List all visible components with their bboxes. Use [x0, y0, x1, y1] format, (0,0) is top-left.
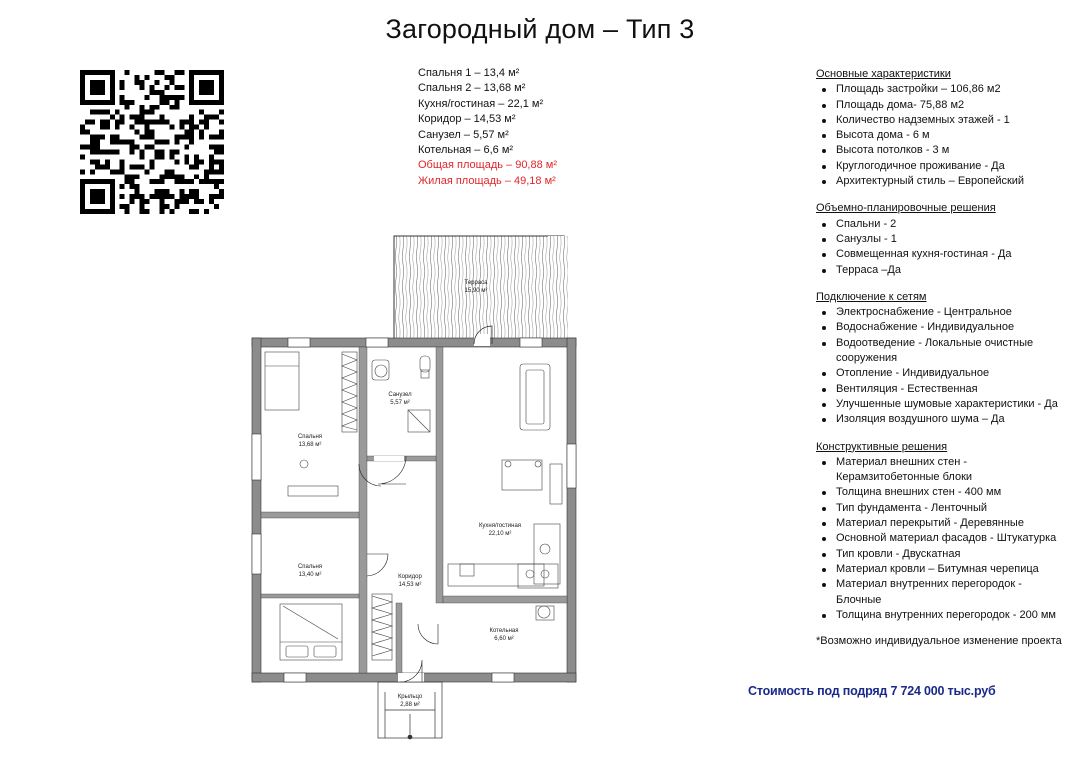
section-list — [816, 217, 1066, 278]
spec-item: Площадь дома- 75,88 м2 — [816, 98, 1066, 113]
area-item: Кухня/гостиная – 22,1 м² — [418, 97, 544, 110]
spec-item: Высота дома - 6 м — [816, 128, 1066, 143]
label-kitchen: Кухня/гостиная — [478, 523, 522, 529]
spec-item: Материал внешних стен - Керамзитобетонные блоки — [816, 455, 1066, 486]
floor-plan — [248, 234, 588, 744]
page-title: Загородный дом – Тип 3 — [385, 14, 695, 44]
spec-item: Совмещенная кухня-гостиная - Да — [816, 247, 1066, 262]
area-item: Коридор – 14,53 м² — [418, 113, 516, 126]
area-item: Спальня 1 – 13,4 м² — [418, 67, 520, 79]
spec-item: Тип кровли - Двускатная — [816, 547, 1066, 562]
spec-item: Терраса –Да — [816, 263, 1066, 278]
interior-walls — [261, 347, 567, 673]
label-terrace: Терраса — [464, 280, 488, 286]
price-label: Стоимость под подряд 7 724 000 тыс.руб — [748, 684, 996, 698]
furniture — [265, 352, 562, 660]
spec-item: Отопление - Индивидуальное — [816, 366, 1066, 381]
spec-item: Водоснабжение - Индивидуальное — [816, 320, 1066, 335]
spec-item: Материал перекрытий - Деревянные — [816, 516, 1066, 531]
spec-item: Санузлы - 1 — [816, 232, 1066, 247]
section-title: Основные характеристики — [816, 68, 951, 80]
windows — [252, 338, 576, 682]
spec-item: Материал кровли – Битумная черепица — [816, 562, 1066, 577]
label-corridor: Коридор — [398, 574, 422, 580]
spec-item: Основной материал фасадов - Штукатурка — [816, 531, 1066, 546]
area-item: Жилая площадь – 49,18 м² — [418, 174, 556, 187]
spec-item: Изоляция воздушного шума – Да — [816, 412, 1066, 427]
spec-item: Высота потолков - 3 м — [816, 143, 1066, 158]
spec-item: Архитектурный стиль – Европейский — [816, 174, 1066, 189]
label-kitchen-area: 22,10 м² — [488, 531, 512, 537]
section-list — [816, 305, 1066, 427]
section-title: Конструктивные решения — [816, 440, 948, 453]
exterior-walls — [252, 338, 576, 682]
label-boiler-area: 6,60 м² — [494, 636, 514, 642]
section-title: Подключение к сетям — [816, 290, 927, 303]
label-porch: Крыльцо — [397, 694, 423, 700]
label-bedroom-a: Спальня — [297, 434, 323, 440]
label-corridor-area: 14,53 м² — [398, 582, 422, 588]
section-list — [816, 455, 1066, 623]
spec-item: Толщина внешних стен - 400 мм — [816, 485, 1066, 500]
porch — [378, 682, 442, 739]
spec-item: Круглогодичное проживание - Да — [816, 159, 1066, 174]
room-area-list — [418, 66, 557, 189]
spec-item: Количество надземных этажей - 1 — [816, 113, 1066, 128]
area-item: Общая площадь – 90,88 м² — [418, 159, 558, 172]
spec-item: Тип фундамента - Ленточный — [816, 501, 1066, 516]
spec-item: Площадь застройки – 106,86 м2 — [816, 82, 1066, 97]
qr-finder-top-right — [189, 70, 224, 105]
spec-item: Материал внутренних перегородок - Блочные — [816, 577, 1066, 608]
specifications — [816, 67, 1066, 649]
customization-note: *Возможно индивидуальное изменение проекта — [816, 635, 1062, 648]
section-title: Объемно-планировочные решения — [816, 202, 996, 215]
label-bathroom: Санузел — [388, 392, 412, 398]
label-terrace-area: 15,90 м² — [464, 288, 488, 294]
spec-item: Водоотведение - Локальные очистные сооружения — [816, 336, 1066, 367]
spec-item: Электроснабжение - Центральное — [816, 305, 1066, 320]
label-bedroom-b: Спальня — [297, 564, 323, 570]
label-bedroom-a-area: 13,68 м² — [298, 442, 322, 448]
label-bathroom-area: 5,57 м² — [390, 400, 410, 406]
label-porch-area: 2,88 м² — [400, 702, 420, 708]
area-item: Котельная – 6,6 м² — [418, 144, 514, 157]
area-item: Санузел – 5,57 м² — [418, 128, 509, 141]
qr-finder-top-left — [80, 70, 115, 105]
spec-item: Вентиляция - Естественная — [816, 382, 1066, 397]
label-bedroom-b-area: 13,40 м² — [298, 572, 322, 578]
label-boiler: Котельная — [489, 628, 519, 634]
section-list — [816, 82, 1066, 189]
qr-code[interactable] — [80, 70, 224, 214]
qr-finder-bottom-left — [80, 179, 115, 214]
spec-item: Спальни - 2 — [816, 217, 1066, 232]
spec-item: Толщина внутренних перегородок - 200 мм — [816, 608, 1066, 623]
area-item: Спальня 2 – 13,68 м² — [418, 82, 526, 95]
spec-item: Улучшенные шумовые характеристики - Да — [816, 397, 1066, 412]
doors — [359, 326, 492, 682]
